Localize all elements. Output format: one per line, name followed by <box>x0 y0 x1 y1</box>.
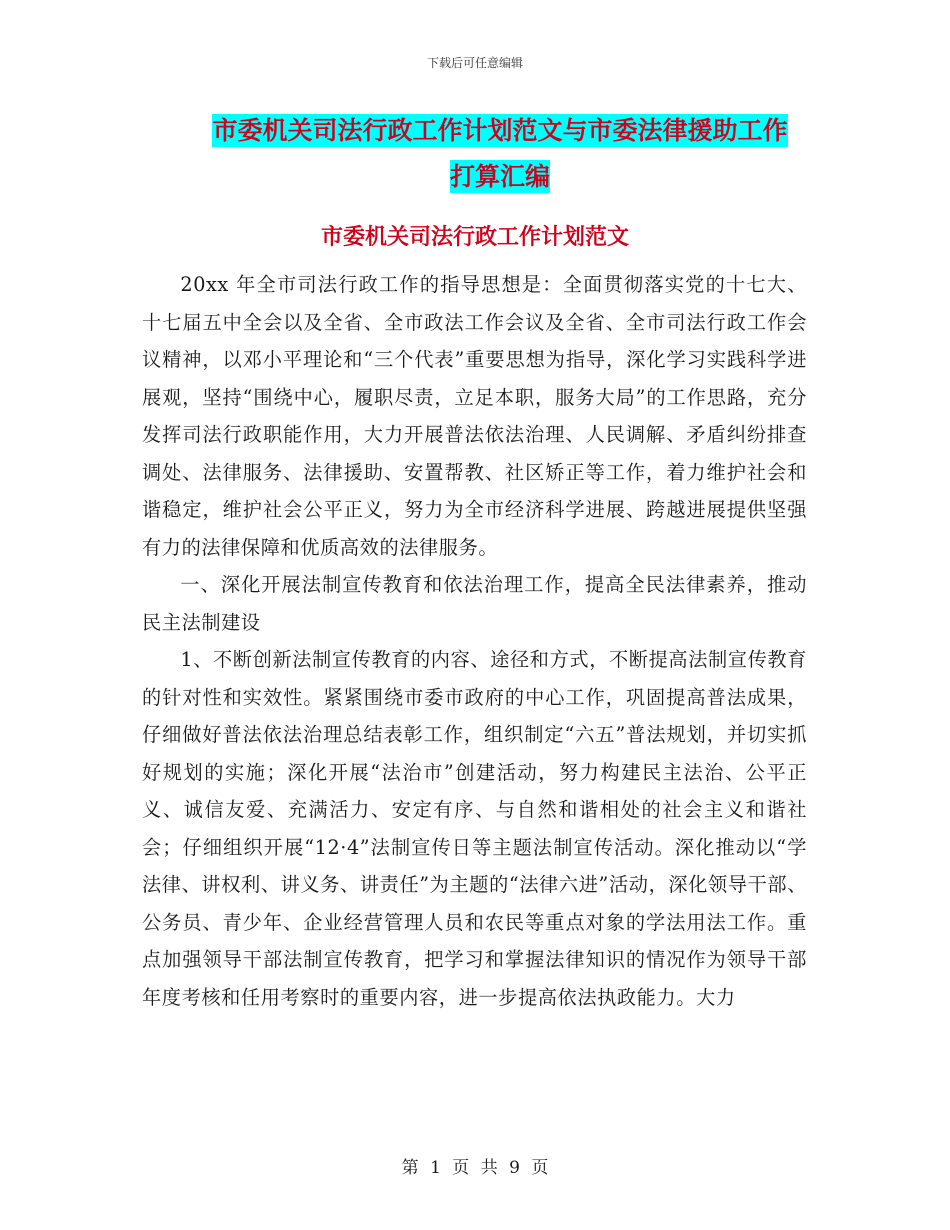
header-note: 下载后可任意编辑 <box>426 56 523 70</box>
section-title: 市委机关司法行政工作计划范文 <box>320 225 629 250</box>
document-body <box>142 266 807 1016</box>
title-line-2: 打算汇编 <box>449 162 550 191</box>
paragraph-guiding-ideology: 20xx 年全市司法行政工作的指导思想是：全面贯彻落实党的十七大、十七届五中全会以及全省、全市政法工作会议及全省、全市司法行政工作会议精神，以邓小平理论和“三个代表”重要思想为指导，深化学习实践科学进展观，坚持“围绕中心，履职尽责，立足本职，服务大局”的工作思路，充分发挥司法行政职能作用，大力开展普法依法治理、人民调解、矛盾纠纷排查调处、法律服务、法律援助、安置帮教、社区矫正等工作，着力维护社会和谐稳定，维护社会公平正义，努力为全市经济科学进展、跨越进展提供坚强有力的法律保障和优质高效的法律服务。 <box>142 273 807 559</box>
page-footer: 第 1 页 共 9 页 <box>401 1158 549 1178</box>
paragraph-heading-1: 一、深化开展法制宣传教育和依法治理工作，提高全民法律素养，推动民主法制建设 <box>142 573 807 634</box>
paragraph-item-1: 1、不断创新法制宣传教育的内容、途径和方式，不断提高法制宣传教育的针对性和实效性。紧紧围绕市委市政府的中心工作，巩固提高普法成果，仔细做好普法依法治理总结表彰工作，组织制定“六五”普法规划，并切实抓好规划的实施；深化开展“法治市”创建活动，努力构建民主法治、公平正义、诚信友爱、充满活力、安定有序、与自然和谐相处的社会主义和谐社会；仔细组织开展“12·4”法制宣传日等主题法制宣传活动。深化推动以“学法律、讲权利、讲义务、讲责任”为主题的“法律六进”活动，深化领导干部、公务员、青少年、企业经营管理人员和农民等重点对象的学法用法工作。重点加强领导干部法制宣传教育，把学习和掌握法律知识的情况作为领导干部年度考核和任用考察时的重要内容，进一步提高依法执政能力。大力 <box>142 648 807 1009</box>
document-title <box>150 108 850 200</box>
title-line-1: 市委机关司法行政工作计划范文与市委法律援助工作 <box>212 116 788 145</box>
